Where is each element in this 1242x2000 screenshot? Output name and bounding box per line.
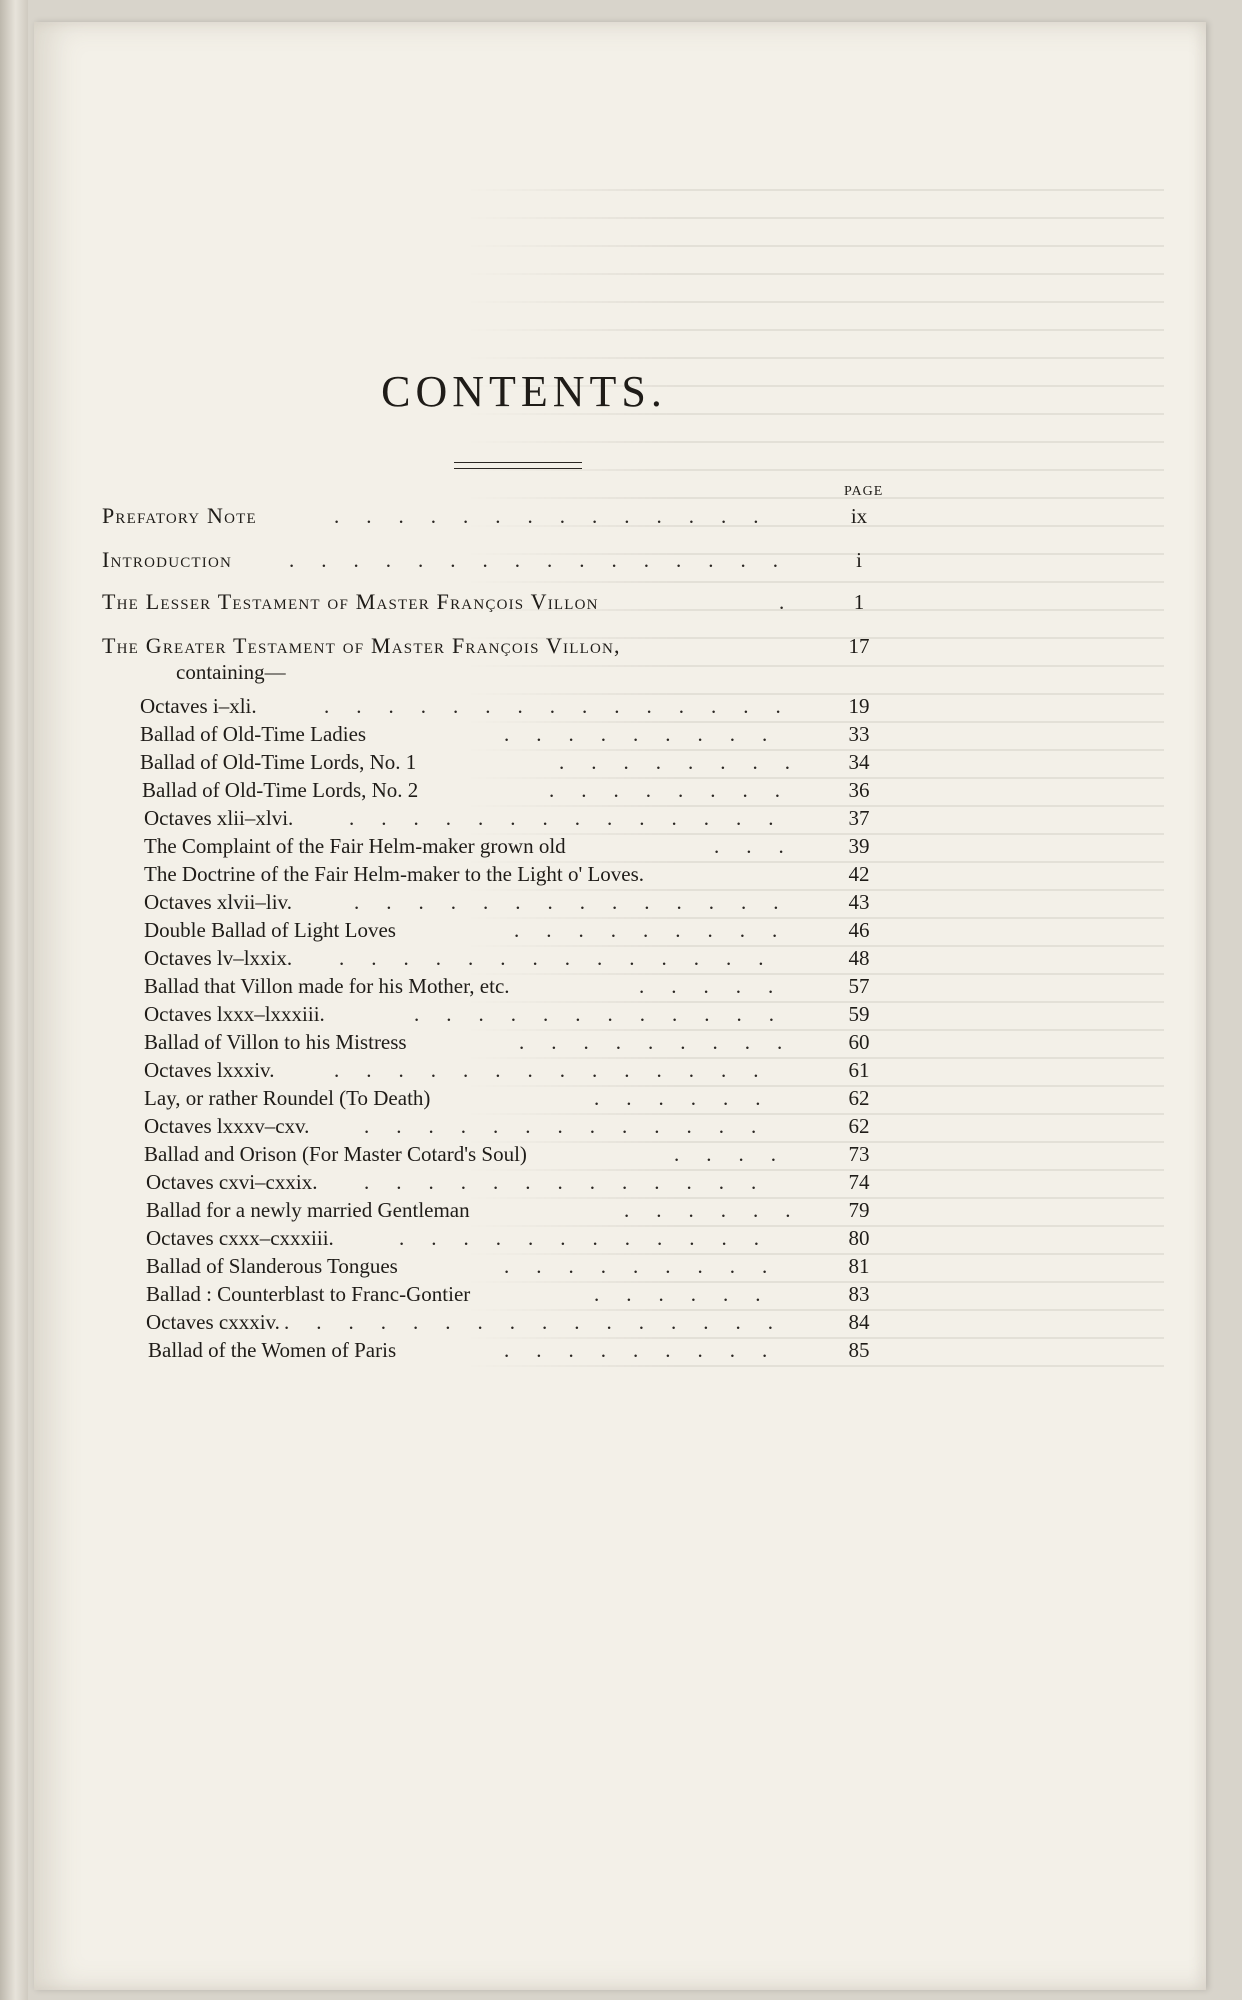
- toc-entry-page-number: 83: [848, 1282, 870, 1306]
- toc-entry-title: Octaves lxxx–lxxxiii.: [144, 1002, 325, 1026]
- toc-entry-title: Ballad that Villon made for his Mother, etc.: [144, 974, 510, 998]
- toc-entry-page-number: 17: [848, 634, 870, 658]
- toc-entry-page-number: 60: [848, 1030, 870, 1054]
- toc-entry-title: Octaves cxxxiv.: [146, 1310, 280, 1334]
- dot-leader: ..............: [339, 946, 791, 970]
- toc-entry-title: The Doctrine of the Fair Helm-maker to the Light o' Loves.: [144, 862, 645, 886]
- dot-leader: ......: [594, 1282, 788, 1306]
- toc-entry-title: Octaves xlii–xlvi.: [144, 806, 294, 830]
- toc-entry-title: Ballad for a newly married Gentleman: [146, 1198, 470, 1222]
- toc-entry-title: Prefatory Note: [102, 503, 257, 528]
- toc-entry-title: Ballad of Slanderous Tongues: [146, 1254, 398, 1278]
- dot-leader: ..............: [349, 806, 801, 830]
- dot-leader: ......: [624, 1198, 818, 1222]
- toc-entry-page-number: 19: [848, 694, 870, 718]
- toc-entry-title: Ballad of Villon to his Mistress: [144, 1030, 407, 1054]
- toc-entry-page-number: 74: [848, 1170, 870, 1194]
- toc-entry-page-number: 85: [848, 1338, 870, 1362]
- toc-entry-title: Octaves cxvi–cxxix.: [146, 1170, 318, 1194]
- dot-leader: ............: [399, 1226, 786, 1250]
- toc-entry-title: Ballad : Counterblast to Franc-Gontier: [146, 1282, 471, 1306]
- toc-entry-title: Double Ballad of Light Loves: [144, 918, 396, 942]
- toc-entry-page-number: 48: [848, 946, 870, 970]
- dot-leader: .....: [639, 974, 801, 998]
- dot-leader: ..............: [334, 1058, 786, 1082]
- toc-entry-page-number: 46: [848, 918, 870, 942]
- toc-entry-page-number: 1: [853, 590, 865, 614]
- dot-leader: .........: [504, 722, 795, 746]
- toc-entry-title: Ballad of Old-Time Lords, No. 2: [142, 778, 419, 802]
- book-page: [34, 22, 1206, 1990]
- toc-entry-title: Octaves i–xli.: [140, 694, 257, 718]
- dot-leader: ..............: [354, 890, 806, 914]
- dot-leader: ................: [284, 1310, 800, 1334]
- toc-entry-page-number: 57: [848, 974, 870, 998]
- page-column-label: PAGE: [844, 484, 884, 499]
- toc-entry-title: Octaves cxxx–cxxxiii.: [146, 1226, 334, 1250]
- table-of-contents: [34, 22, 1206, 1990]
- toc-entry-page-number: 39: [848, 834, 870, 858]
- dot-leader: ............: [414, 1002, 801, 1026]
- dot-leader: .............: [364, 1170, 784, 1194]
- toc-entry-page-number: 43: [848, 890, 870, 914]
- toc-entry-page-number: 33: [848, 722, 870, 746]
- dot-leader: .............: [364, 1114, 784, 1138]
- dot-leader: ....: [674, 1142, 803, 1166]
- toc-entry-page-number: 62: [848, 1114, 870, 1138]
- toc-entry-title: Octaves lxxxv–cxv.: [144, 1114, 310, 1138]
- toc-entry-title: The Complaint of the Fair Helm-maker grown old: [144, 834, 566, 858]
- toc-entry-page-number: i: [856, 548, 862, 572]
- toc-entry-title: Ballad and Orison (For Master Cotard's Soul): [144, 1142, 527, 1166]
- toc-entry-page-number: ix: [850, 504, 868, 528]
- dot-leader: .........: [514, 918, 805, 942]
- toc-entry-page-number: 34: [848, 750, 870, 774]
- toc-entry-page-number: 61: [848, 1058, 870, 1082]
- toc-entry-page-number: 80: [848, 1226, 870, 1250]
- toc-entry-page-number: 37: [848, 806, 870, 830]
- toc-entry-subtitle: containing—: [176, 660, 286, 684]
- toc-entry-title: The Greater Testament of Master François Villon,: [102, 633, 621, 658]
- toc-entry-title: Ballad of Old-Time Lords, No. 1: [140, 750, 417, 774]
- dot-leader: ................: [289, 548, 805, 572]
- dot-leader: .........: [519, 1030, 810, 1054]
- toc-entry-title: Octaves xlvii–liv.: [144, 890, 292, 914]
- toc-entry-title: Octaves lxxxiv.: [144, 1058, 275, 1082]
- toc-entry-title: Ballad of Old-Time Ladies: [140, 722, 367, 746]
- toc-entry-page-number: 81: [848, 1254, 870, 1278]
- dot-leader: ......: [594, 1086, 788, 1110]
- page-title: CONTENTS.: [381, 367, 667, 416]
- dot-leader: ........: [549, 778, 807, 802]
- toc-entry-page-number: 79: [848, 1198, 870, 1222]
- toc-entry-page-number: 73: [848, 1142, 870, 1166]
- facing-page-edge: [0, 0, 28, 2000]
- toc-entry-page-number: 59: [848, 1002, 870, 1026]
- toc-entry-page-number: 84: [848, 1310, 870, 1334]
- toc-entry-page-number: 62: [848, 1086, 870, 1110]
- toc-entry-page-number: 42: [848, 862, 870, 886]
- toc-entry-title: Ballad of the Women of Paris: [148, 1338, 397, 1362]
- dot-leader: ...: [714, 834, 811, 858]
- dot-leader: ...............: [324, 694, 808, 718]
- toc-entry-title: Lay, or rather Roundel (To Death): [144, 1086, 431, 1110]
- toc-entry-title: Octaves lv–lxxix.: [144, 946, 293, 970]
- dot-leader: .........: [504, 1254, 795, 1278]
- dot-leader: .: [779, 590, 812, 614]
- toc-entry-page-number: 36: [848, 778, 870, 802]
- dot-leader: .........: [504, 1338, 795, 1362]
- toc-entry-title: The Lesser Testament of Master François Villon: [102, 589, 599, 614]
- dot-leader: ..............: [334, 504, 786, 528]
- toc-entry-title: Introduction: [102, 547, 233, 572]
- dot-leader: ........: [559, 750, 817, 774]
